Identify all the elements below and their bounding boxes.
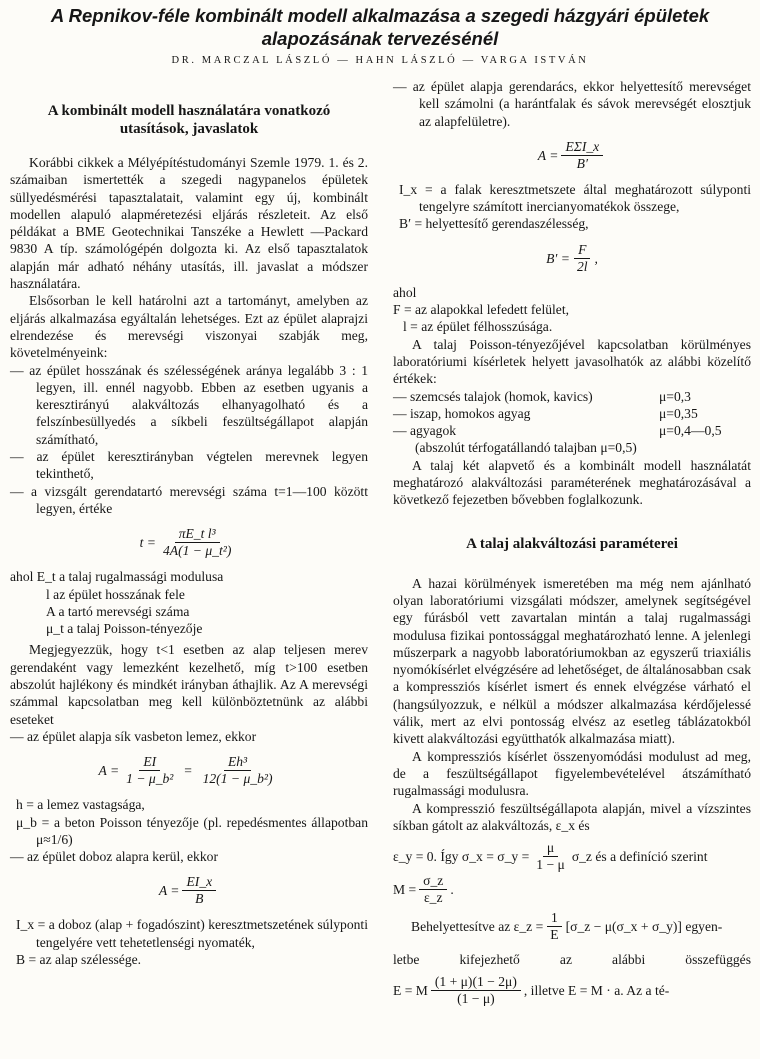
- formula-text: [σ_z − μ(σ_x + σ_y)] egyen-: [565, 918, 723, 934]
- fraction: [431, 974, 521, 1007]
- soil-label: — agyagok: [393, 423, 457, 439]
- definition-A: A a tartó merevségi száma: [46, 603, 190, 619]
- denominator: E: [550, 927, 559, 943]
- denominator: B: [195, 891, 204, 907]
- formula-lhs: A =: [158, 883, 180, 899]
- requirement-item: — az épület hosszának és szélességének aránya legalább 3 : 1 legyen, ill. ennél nagyobb. Ebben az esetben ugyanis a keresztirányú alakváltozás elhanyagolható és a felszínbesüllyedés a síkbeli feszültségállapot alapján számítható,: [10, 362, 368, 448]
- fraction: [182, 874, 216, 907]
- formula-text: M =: [393, 881, 417, 897]
- formula-text: .: [450, 881, 454, 897]
- paragraph: A talaj Poisson-tényezőjével kapcsolatban körülményes laboratóriumi kísérletek helyett javasolhatók az alábbi közelítő értékek:: [393, 336, 751, 387]
- requirement-item: — az épület keresztirányban végtelen merevnek legyen tekinthető,: [10, 448, 368, 483]
- formula-sigma: [393, 840, 751, 873]
- denominator: B′: [576, 155, 588, 171]
- formula-text: , illetve E = M · a. Az a té-: [523, 983, 670, 999]
- fraction: [532, 840, 569, 873]
- case-item: — az épület doboz alapra kerül, ekkor: [10, 848, 368, 865]
- definition-F: F = az alapokkal lefedett felület,: [393, 302, 570, 318]
- table-row: [393, 422, 751, 439]
- formula-Bp: [393, 242, 751, 275]
- fraction: [561, 139, 603, 172]
- soil-label: — iszap, homokos agyag: [393, 405, 531, 421]
- definition-mub: μ_b = a beton Poisson tényezője (pl. repedésmentes állapotban μ≈1/6): [16, 814, 368, 847]
- article-authors: DR. MARCZAL LÁSZLÓ — HAHN LÁSZLÓ — VARGA ISTVÁN: [171, 55, 589, 66]
- definition-l2: l = az épület félhosszúsága.: [403, 319, 553, 335]
- formula-text: σ_z és a definíció szerint: [571, 848, 708, 864]
- definition-mu: μ_t a talaj Poisson-tényezője: [46, 621, 203, 637]
- table-row: [393, 388, 751, 405]
- denominator: 2l: [576, 258, 588, 274]
- case-item: — az épület alapja sík vasbeton lemez, ekkor: [10, 728, 368, 745]
- formula-lhs: B′ =: [546, 250, 570, 266]
- formula-A-box: [10, 874, 368, 907]
- definition-intro: ahol: [393, 284, 417, 300]
- numerator: EI: [139, 754, 160, 771]
- numerator: μ: [543, 840, 558, 857]
- numerator: σ_z: [419, 873, 447, 890]
- formula-t: [10, 526, 368, 559]
- paragraph: A hazai körülmények ismeretében ma még nem ajánlható olyan laboratóriumi vizsgálati módszer, amelynek segítségével egy fúrásból vett zavartalan mintán a talaj rugalmassági modulusa fizikai pontossággal meghatározható lenne. A jelenlegi műszerpark a nagyobb laboratóriumokban az egyszerű triaxiális nyomókísérlet elvégzésére ad lehetőséget, de általánosabban csak a kompressziós kísérlet ismert és ennek elvégzése várható el (hangsúlyozzuk, e nélkül a módszer alkalmazása kérdőjelessé válik, mert az elvi pontosság elvész az esetleg táblázatokból kivett alakváltozási együtthatók alkalmazása miatt).: [393, 575, 751, 747]
- fraction: [159, 526, 235, 559]
- article-header: [0, 0, 760, 66]
- denominator: ε_z: [423, 890, 443, 906]
- numerator: (1 + μ)(1 − 2μ): [431, 974, 521, 991]
- paragraph: A kompressziós kísérlet összenyomódási modulust ad meg, de a feszültségállapot figyelembevételével átszámítható rugalmassági modulusra.: [393, 748, 751, 799]
- article-title: A Repnikov-féle kombinált modell alkalmazása a szegedi házgyári épületek alapozásának tervezésénél: [50, 5, 710, 49]
- formula-tail: ,: [594, 250, 598, 266]
- section-heading-parameters: A talaj alakváltozási paraméterei: [466, 535, 678, 552]
- formula-E: [393, 974, 751, 1007]
- numerator: 1: [547, 910, 562, 927]
- fraction: [122, 754, 177, 787]
- denominator: 1 − μ_b²: [126, 771, 174, 787]
- numerator: Eh³: [224, 754, 251, 771]
- section-heading-instructions: A kombinált modell használatára vonatkozó utasítások, javaslatok: [47, 103, 331, 137]
- soil-label: — szemcsés talajok (homok, kavics): [393, 388, 593, 404]
- paragraph: Elsősorban le kell határolni azt a tartományt, amelyben az eljárás alkalmazása egyáltalán lehetséges. Ezt az épület alaprajzi elrendezése és merevségi viszonyai szabják meg, követelményeink:: [10, 293, 368, 361]
- paragraph: letbe kifejezhető az alábbi összefüggés: [393, 952, 751, 968]
- definition-l: l az épület hosszának fele: [46, 586, 185, 602]
- fraction: [199, 754, 277, 787]
- soil-note: (abszolút térfogatállandó talajban μ=0,5): [415, 440, 637, 456]
- requirement-item: — a vizsgált gerendatartó merevségi száma t=1—100 között legyen, értéke: [10, 483, 368, 518]
- left-column: [10, 78, 368, 968]
- formula-M: [393, 873, 751, 906]
- soil-value: μ=0,3: [659, 388, 691, 404]
- table-row: [393, 405, 751, 422]
- definition-intro: ahol E_t a talaj rugalmassági modulusa: [10, 569, 224, 585]
- formula-lhs: t =: [139, 535, 156, 551]
- formula-A-grid: [393, 139, 751, 172]
- denominator: 12(1 − μ_b²): [202, 771, 273, 787]
- numerator: EI_x: [182, 874, 216, 891]
- numerator: πE_t l³: [175, 526, 220, 543]
- denominator: 1 − μ: [536, 857, 565, 873]
- formula-text: Behelyettesítve az ε_z =: [411, 918, 544, 934]
- numerator: EΣI_x: [561, 139, 603, 156]
- formula-lhs: A =: [537, 147, 559, 163]
- paragraph: A kompresszió feszültségállapota alapján, mivel a vízszintes síkban gátolt az alakváltozás, ε_x és: [393, 800, 751, 833]
- definition-Ix2: I_x = a falak keresztmetszete által meghatározott súlyponti tengelyre számított inercianyomatékok összege,: [399, 181, 751, 215]
- soil-value: μ=0,4—0,5: [659, 423, 722, 439]
- paragraph: Megjegyezzük, hogy t<1 esetben az alap teljesen merev gerendaként vagy lemezként kezelhető, míg t>100 esetben abszolút hajlékony és mindkét irányban áthajlik. Az A merevségi számmal kapcsolatban meg kell különböztetnünk az alábbi eseteket: [10, 642, 368, 727]
- soil-poisson-table: [393, 388, 751, 457]
- paragraph: Korábbi cikkek a Mélyépítéstudományi Szemle 1979. 1. és 2. számaiban ismertették a szegedi nagypanelos épületek süllyedésmérési tapasztalatait, valamint egy új, kombinált modellen alapuló alapméretezési eljárás részleteit. Az első példákat a BME Geotechnikai Tanszéke a Hewlett —Packard 9830 A típ. számológépén dolgozta ki. Az első tapasztalatok alapján már adható néhány utasítás, ill. javaslat a módszer használatára.: [10, 155, 368, 292]
- denominator: 4A(1 − μ_t²): [162, 543, 232, 559]
- formula-text: ε_y = 0. Így σ_x = σ_y =: [393, 848, 530, 864]
- formula-text: E = M: [393, 983, 428, 999]
- definition-Ix: I_x = a doboz (alap + fogadószint) keresztmetszetének súlyponti tengelyére vett tehetetlenségi nyomaték,: [16, 917, 368, 950]
- formula-epsilon: [393, 910, 751, 943]
- formula-A-plate: [10, 754, 368, 787]
- fraction: [573, 242, 592, 275]
- definition-h: h = a lemez vastagsága,: [16, 797, 145, 813]
- case-item: — az épület alapja gerendarács, ekkor helyettesítő merevséget kell számolni (a harántfalak és sávok merevségét elosztjuk az alapfelületre).: [393, 78, 751, 130]
- paragraph: A talaj két alapvető és a kombinált modell használatát meghatározó alakváltozási paraméterének meghatározásával a következő fejezetben bővebben foglalkozunk.: [393, 457, 751, 508]
- definition-Bp: B′ = helyettesítő gerendaszélesség,: [399, 216, 589, 232]
- denominator: (1 − μ): [457, 991, 495, 1007]
- formula-lhs: A =: [98, 763, 120, 779]
- fraction: [419, 873, 447, 906]
- numerator: F: [574, 242, 590, 259]
- fraction: [546, 910, 562, 943]
- right-column: [393, 79, 751, 1007]
- soil-value: μ=0,35: [659, 405, 698, 421]
- equals-sign: =: [183, 763, 193, 779]
- definition-B: B = az alap szélessége.: [16, 951, 142, 967]
